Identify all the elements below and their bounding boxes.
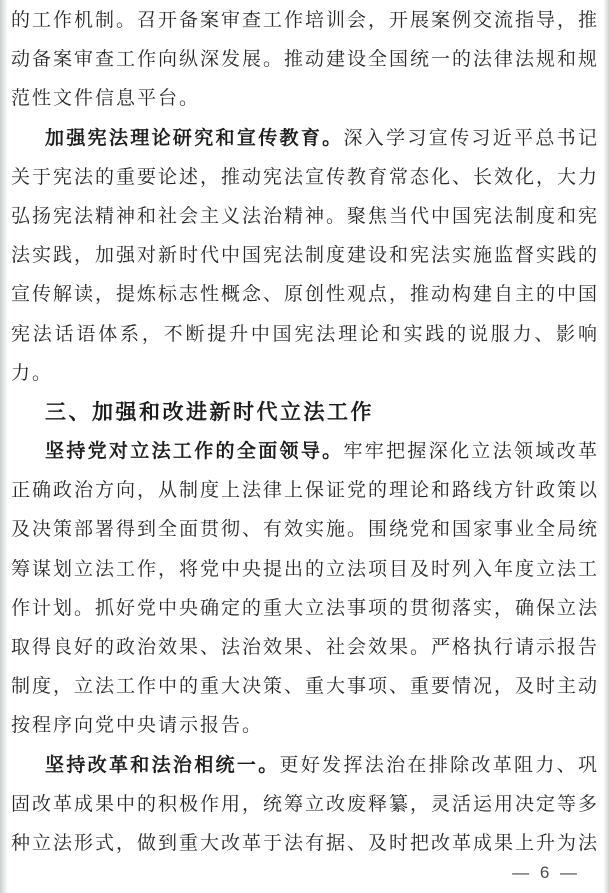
text-line: [11, 824, 597, 863]
text-line: [11, 746, 597, 785]
section-heading: [11, 393, 597, 432]
text-segment: 深入学习宣传习近平总书记: [343, 127, 597, 149]
text-segment: 的工作机制。召开备案审查工作培训会，开展案例交流指导，推: [11, 10, 597, 31]
text-line: [11, 471, 597, 510]
text-line: [11, 236, 597, 275]
text-segment: 取得良好的政治效果、法治效果、社会效果。严格执行请示报告: [11, 637, 597, 658]
text-segment: 范性文件信息平台。: [11, 88, 201, 110]
text-segment: 筹谋划立法工作，将党中央提出的立法项目及时列入年度立法工: [11, 558, 597, 580]
text-line: [11, 275, 597, 314]
text-line: [11, 510, 597, 549]
text-line: [11, 589, 597, 628]
text-line: [11, 197, 597, 236]
text-segment: 更好发挥法治在排除改革阻力、巩: [279, 754, 597, 776]
scan-edge-right: [603, 0, 609, 893]
bold-text-segment: 三、加强和改进新时代立法工作: [45, 400, 374, 424]
text-line: [11, 158, 597, 197]
text-line: [11, 550, 597, 589]
text-line: [11, 119, 597, 158]
bold-text-segment: 坚持党对立法工作的全面领导。: [45, 441, 344, 463]
text-line: [11, 628, 597, 667]
scan-edge-left: [0, 0, 8, 893]
text-line: [11, 667, 597, 706]
page-number: — 6 —: [512, 863, 580, 882]
text-line: [11, 785, 597, 824]
text-line: [11, 354, 597, 393]
text-segment: 牢牢把握深化立法领域改革: [343, 441, 597, 463]
text-segment: 固改革成果中的积极作用，统筹立改废释纂，灵活运用决定等多: [11, 793, 597, 815]
text-segment: 力。: [11, 362, 54, 384]
text-segment: 及决策部署得到全面贯彻、有效实施。围绕党和国家事业全局统: [11, 519, 597, 541]
text-segment: 正确政治方向，从制度上法律上保证党的理论和路线方针政策以: [11, 480, 597, 502]
text-segment: 法实践，加强对新时代中国宪法制度建设和宪法实施监督实践的: [11, 245, 597, 267]
bold-text-segment: 加强宪法理论研究和宣传教育。: [45, 127, 344, 149]
text-line: [11, 40, 597, 79]
text-line: [11, 706, 597, 745]
document-body: [11, 1, 597, 863]
text-segment: 弘扬宪法精神和社会主义法治精神。聚焦当代中国宪法制度和宪: [11, 205, 597, 227]
text-segment: 种立法形式，做到重大改革于法有据、及时把改革成果上升为法: [11, 832, 597, 854]
text-segment: 动备案审查工作向纵深发展。推动建设全国统一的法律法规和规: [11, 49, 597, 71]
text-segment: 制度，立法工作中的重大决策、重大事项、重要情况，及时主动: [11, 676, 597, 698]
text-segment: 宣传解读，提炼标志性概念、原创性观点，推动构建自主的中国: [11, 284, 597, 306]
text-segment: 作计划。抓好党中央确定的重大立法事项的贯彻落实，确保立法: [11, 597, 597, 619]
text-segment: 按程序向党中央请示报告。: [11, 715, 264, 737]
text-segment: 关于宪法的重要论述，推动宪法宣传教育常态化、长效化，大力: [11, 166, 597, 188]
bold-text-segment: 坚持改革和法治相统一。: [45, 754, 280, 776]
text-line: [11, 79, 597, 118]
text-line: [11, 315, 597, 354]
text-segment: 宪法话语体系，不断提升中国宪法理论和实践的说服力、影响: [11, 323, 597, 345]
text-line: [11, 1, 597, 40]
text-line: [11, 432, 597, 471]
